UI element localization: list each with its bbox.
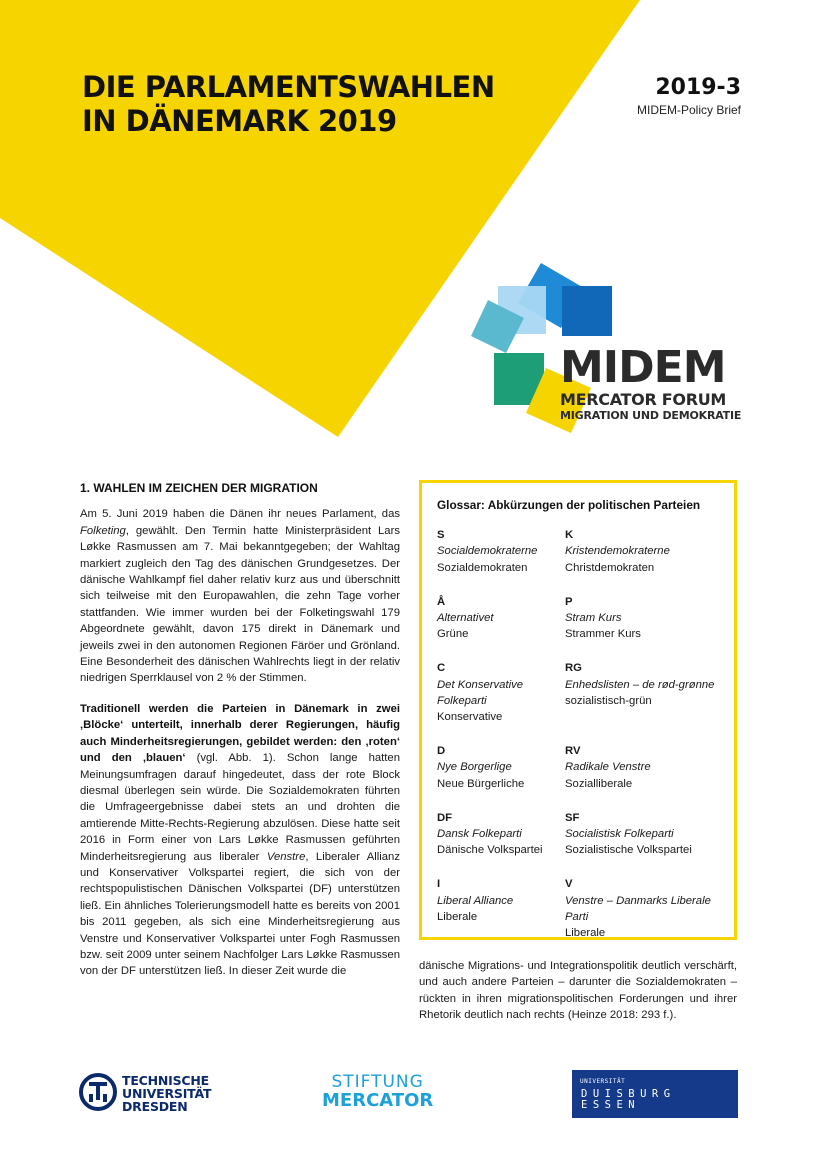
party-translation: Strammer Kurs — [565, 628, 641, 641]
glossar-entry — [437, 660, 565, 725]
p1-term: Folketing — [80, 524, 126, 537]
party-translation: Konservative — [437, 711, 503, 724]
paragraph-2 — [80, 701, 400, 980]
p1-text-a: Am 5. Juni 2019 haben die Dänen ihr neues Parlament, das — [80, 508, 400, 521]
glossar-entry — [565, 594, 719, 643]
tu-dresden-text — [122, 1074, 211, 1113]
glossar-box — [419, 480, 737, 940]
sm-line-2: MERCATOR — [322, 1090, 434, 1111]
continuation-paragraph: dänische Migrations- und Integrationspolitik deutlich verschärft, und auch andere Parteien – darunter die Sozialdemokraten – rückten in ihren migrationspolitischen Forderungen und ihrer Rhetorik deutlich nach rechts (Heinze 2018: 293 f.). — [419, 960, 737, 1022]
glossar-entry — [437, 876, 565, 941]
party-name: Dansk Folkeparti — [437, 828, 522, 841]
party-name: Socialistisk Folkeparti — [565, 828, 674, 841]
party-name: Liberal Alliance — [437, 894, 514, 907]
party-translation: Sozialistische Volkspartei — [565, 844, 692, 857]
party-translation: Sozialliberale — [565, 777, 633, 790]
p2-term: Venstre — [266, 850, 306, 863]
glossar-entry — [565, 527, 719, 576]
issue-block — [637, 76, 741, 117]
glossar-entry — [565, 810, 719, 859]
main-text-column — [80, 480, 400, 994]
glossar-entry — [437, 527, 565, 576]
glossar-entry — [437, 743, 565, 792]
party-translation: Grüne — [437, 628, 469, 641]
glossar-entry — [565, 743, 719, 792]
logo-forum: MERCATOR FORUM — [560, 390, 727, 409]
party-code: Å — [437, 595, 446, 608]
party-code: RG — [565, 662, 582, 675]
title-line-2: IN DÄNEMARK 2019 — [82, 104, 397, 138]
party-code: C — [437, 662, 446, 675]
party-code: DF — [437, 811, 453, 824]
tu-line-2: UNIVERSITÄT — [122, 1086, 212, 1101]
party-translation: Liberale — [437, 910, 478, 923]
glossar-list — [437, 527, 719, 941]
ude-name — [581, 1089, 676, 1111]
party-translation: sozialistisch-grün — [565, 694, 652, 707]
ude-small-label: UNIVERSITÄT — [580, 1078, 626, 1085]
party-code: D — [437, 745, 446, 758]
party-name: Radikale Venstre — [565, 761, 651, 774]
party-code: I — [437, 878, 441, 891]
ude-line-2: ESSEN — [581, 1099, 641, 1111]
party-code: RV — [565, 745, 581, 758]
tu-line-3: DRESDEN — [122, 1099, 188, 1114]
glossar-entry — [437, 810, 565, 859]
party-translation: Sozialdemokraten — [437, 561, 528, 574]
party-translation: Neue Bürgerliche — [437, 777, 525, 790]
party-code: P — [565, 595, 573, 608]
glossar-entry — [565, 876, 719, 941]
party-name: Enhedslisten – de rød-grønne — [565, 678, 715, 691]
p2-text-c: , Liberaler Allianz und Konservativer Volkspartei regiert, die sich von der rechtspopulistischen Dänischen Volkspartei (DF) unterstützen ließ. Ein ähnliches Tolerierungsmodell hatte es bereits von 2001 bis 2011 gegeben, als sich eine Minderheitsregierung aus Venstre und Konservativer Volkspartei unter Fogh Rasmussen bzw. seit 2009 unter seinem Nachfolger Lars Løkke Rasmussen von der DF unterstützen ließ. In dieser Zeit wurde die — [80, 850, 400, 978]
sm-line-1: STIFTUNG — [331, 1072, 424, 1092]
party-code: SF — [565, 811, 580, 824]
party-translation: Dänische Volkspartei — [437, 844, 543, 857]
party-translation: Liberale — [565, 927, 606, 940]
p2-lead: Traditionell werden die Parteien in Dänemark in zwei ‚Blöcke‘ unterteilt, innerhalb derer Regierungen, häufig auch Minderheitsregierungen, gebildet werden: den ‚roten‘ und den ‚blauen‘ — [80, 702, 400, 765]
party-code: K — [565, 529, 574, 542]
party-name: Venstre – Danmarks Liberale Parti — [565, 894, 711, 923]
party-translation: Christdemokraten — [565, 561, 655, 574]
ude-line-1: DUISBURG — [581, 1088, 676, 1100]
tu-line-1: TECHNISCHE — [122, 1073, 209, 1088]
logo-name: MIDEM — [560, 342, 726, 393]
tu-dresden-icon — [78, 1072, 118, 1112]
party-name: Kristendemokraterne — [565, 545, 670, 558]
midem-logo-text — [560, 342, 742, 422]
party-name: Socialdemokraterne — [437, 545, 538, 558]
p1-text-c: , gewählt. Den Termin hatte Ministerpräsident Lars Løkke Rasmussen am 7. Mai bekanntgegeben; der Wahltag markiert zugleich den Tag des dänischen Grundgesetzes. Der dänische Wahlkampf fiel daher relativ kurz aus und überschnitt sich teilweise mit den Europawahlen, die zehn Tage vorher stattfanden. Wie immer wurden bei der Folketingswahl 179 Abgeordnete gewählt, davon 175 direkt in Dänemark und jeweils zwei in den autonomen Regionen Färöer und Grönland. Eine Besonderheit des dänischen Wahlrechts liegt in der relativ niedrigen Sperrklausel von 2 % der Stimmen. — [80, 524, 400, 685]
paragraph-1 — [80, 506, 400, 686]
uni-duisburg-essen-logo — [572, 1070, 738, 1118]
logo-subtitle: MIGRATION UND DEMOKRATIE — [560, 409, 742, 422]
party-code: V — [565, 878, 573, 891]
glossar-entry — [565, 660, 719, 725]
party-name: Alternativet — [437, 612, 494, 625]
party-name: Stram Kurs — [565, 612, 622, 625]
issue-label: MIDEM-Policy Brief — [636, 103, 741, 117]
tu-dresden-logo — [78, 1072, 238, 1122]
stiftung-mercator-logo — [322, 1073, 433, 1111]
party-name: Nye Borgerlige — [437, 761, 512, 774]
party-name: Det Konservative Folkeparti — [437, 678, 524, 707]
title-line-1: DIE PARLAMENTSWAHLEN — [82, 70, 495, 104]
page-title — [82, 70, 495, 138]
issue-number: 2019-3 — [655, 75, 741, 100]
party-code: S — [437, 529, 445, 542]
p2-text-a: (vgl. Abb. 1). Schon lange hatten Meinungsumfragen darauf hingedeutet, dass der rote Block diesmal überlegen sein würde. Die Sozialdemokraten führten die Umfrageergebnisse dabei stets an und drohten die amtierende Mitte-Rechts-Regierung abzulösen. Diese hatte seit 2016 in Form einer von Lars Løkke Rasmussen geführten Minderheitsregierung aus liberaler — [80, 752, 400, 863]
section-heading: 1. WAHLEN IM ZEICHEN DER MIGRATION — [80, 481, 318, 495]
glossar-entry — [437, 594, 565, 643]
glossar-title: Glossar: Abkürzungen der politischen Parteien — [437, 498, 701, 512]
